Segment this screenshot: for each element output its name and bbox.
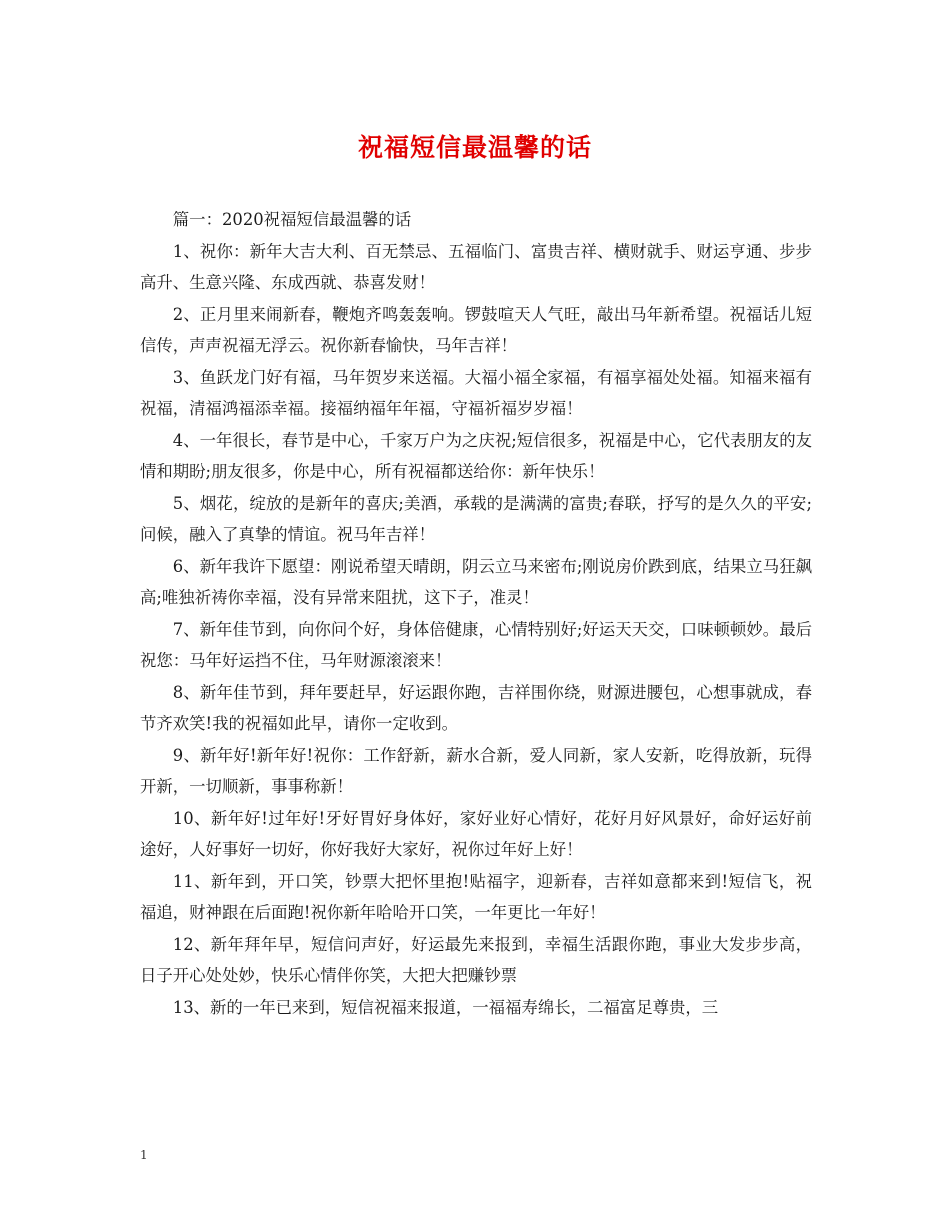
- section-heading: 篇一：2020祝福短信最温馨的话: [172, 210, 412, 229]
- paragraph-13: 13、新的一年已来到，短信祝福来报道，一福福寿绵长，二福富足尊贵，三: [172, 997, 719, 1017]
- paragraph-2: 2、正月里来闹新春，鞭炮齐鸣轰轰响。锣鼓喧天人气旺，敲出马年新希望。祝福话儿短信传，声声祝福无浮云。祝你新春愉快，马年吉祥！: [140, 304, 812, 355]
- paragraph-3: 3、鱼跃龙门好有福，马年贺岁来送福。大福小福全家福，有福享福处处福。知福来福有祝福，清福鸿福添幸福。接福纳福年年福，守福祈福岁岁福！: [140, 367, 812, 418]
- paragraph-11: 11、新年到，开口笑，钞票大把怀里抱!贴福字，迎新春，吉祥如意都来到!短信飞，祝福追，财神跟在后面跑!祝你新年哈哈开口笑，一年更比一年好！: [140, 871, 812, 922]
- page-number: 1: [140, 1148, 148, 1162]
- paragraph-8: 8、新年佳节到，拜年要赶早，好运跟你跑，吉祥围你绕，财源进腰包，心想事就成，春节齐欢笑!我的祝福如此早，请你一定收到。: [140, 682, 812, 733]
- paragraph-12: 12、新年拜年早，短信问声好，好运最先来报到，幸福生活跟你跑，事业大发步步高，日子开心处处妙，快乐心情伴你笑，大把大把赚钞票: [140, 934, 812, 985]
- paragraph-4: 4、一年很长，春节是中心，千家万户为之庆祝;短信很多，祝福是中心，它代表朋友的友情和期盼;朋友很多，你是中心，所有祝福都送给你：新年快乐！: [140, 430, 812, 481]
- paragraph-5: 5、烟花，绽放的是新年的喜庆;美酒，承载的是满满的富贵;春联，抒写的是久久的平安;问候，融入了真挚的情谊。祝马年吉祥！: [140, 493, 812, 544]
- document-body: [140, 204, 812, 1023]
- paragraph-6: 6、新年我许下愿望：刚说希望天晴朗，阴云立马来密布;刚说房价跌到底，结果立马狂飙高;唯独祈祷你幸福，没有异常来阻扰，这下子，准灵！: [140, 556, 812, 607]
- paragraph-1: 1、祝你：新年大吉大利、百无禁忌、五福临门、富贵吉祥、横财就手、财运亨通、步步高升、生意兴隆、东成西就、恭喜发财！: [140, 241, 812, 292]
- paragraph-7: 7、新年佳节到，向你问个好，身体倍健康，心情特别好;好运天天交，口味顿顿妙。最后祝您：马年好运挡不住，马年财源滚滚来！: [140, 619, 812, 670]
- paragraph-9: 9、新年好!新年好!祝你：工作舒新，薪水合新，爱人同新，家人安新，吃得放新，玩得开新，一切顺新，事事称新！: [140, 745, 812, 796]
- page-title: 祝福短信最温馨的话: [357, 133, 592, 162]
- paragraph-10: 10、新年好!过年好!牙好胃好身体好，家好业好心情好，花好月好风景好，命好运好前途好，人好事好一切好，你好我好大家好，祝你过年好上好！: [140, 808, 812, 859]
